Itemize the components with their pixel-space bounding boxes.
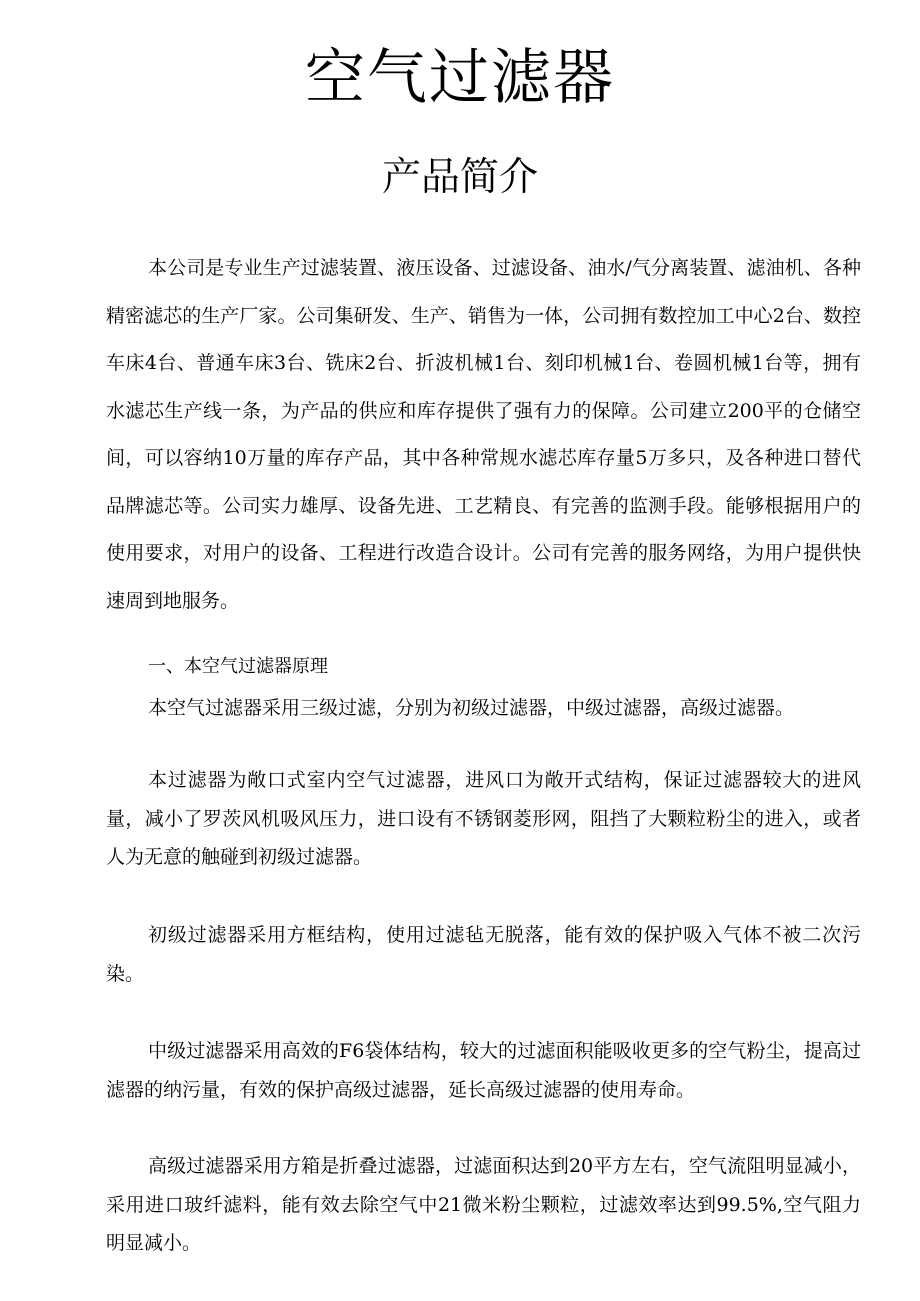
section-paragraph: 本空气过滤器采用三级过滤，分别为初级过滤器，中级过滤器，高级过滤器。 [148,697,795,719]
section-heading: 一、本空气过滤器原理 [148,656,328,677]
document-title: 空气过滤器 [305,43,615,113]
intro-paragraph: 本公司是专业生产过滤装置、液压设备、过滤设备、油水/气分离装置、滤油机、各种精密滤芯的生产厂家。公司集研发、生产、销售为一体，公司拥有数控加工中心2台、数控车床4台、普通车床3台、铣床2台、折波机械1台、刻印机械1台、卷圆机械1台等，拥有水滤芯生产线一条，为产品的供应和库存提供了强有力的保障。公司建立200平的仓储空间，可以容纳10万量的库存产品，其中各种常规水滤芯库存量5万多只，及各种进口替代品牌滤芯等。公司实力雄厚、设备先进、工艺精良、有完善的监测手段。能够根据用户的使用要求，对用户的设备、工程进行改造合设计。公司有完善的服务网络，为用户提供快速周到地服务。 [106,257,861,612]
document-subtitle: 产品简介 [381,155,538,200]
section-paragraph: 本过滤器为敞口式室内空气过滤器，进风口为敞开式结构，保证过滤器较大的进风量，减小了罗茨风机吸风压力，进口设有不锈钢菱形网，阻挡了大颗粒粉尘的进入，或者人为无意的触碰到初级过滤器。 [106,769,861,868]
section-paragraph: 中级过滤器采用高效的F6袋体结构，较大的过滤面积能吸收更多的空气粉尘，提高过滤器的纳污量，有效的保护高级过滤器，延长高级过滤器的使用寿命。 [106,1040,861,1101]
section-paragraph: 高级过滤器采用方箱是折叠过滤器，过滤面积达到20平方左右，空气流阻明显减小，采用进口玻纤滤料，能有效去除空气中21微米粉尘颗粒，过滤效率达到99.5%,空气阻力明显减小。 [106,1155,861,1254]
section-paragraph: 初级过滤器采用方框结构，使用过滤毡无脱落，能有效的保护吸入气体不被二次污染。 [106,924,861,985]
